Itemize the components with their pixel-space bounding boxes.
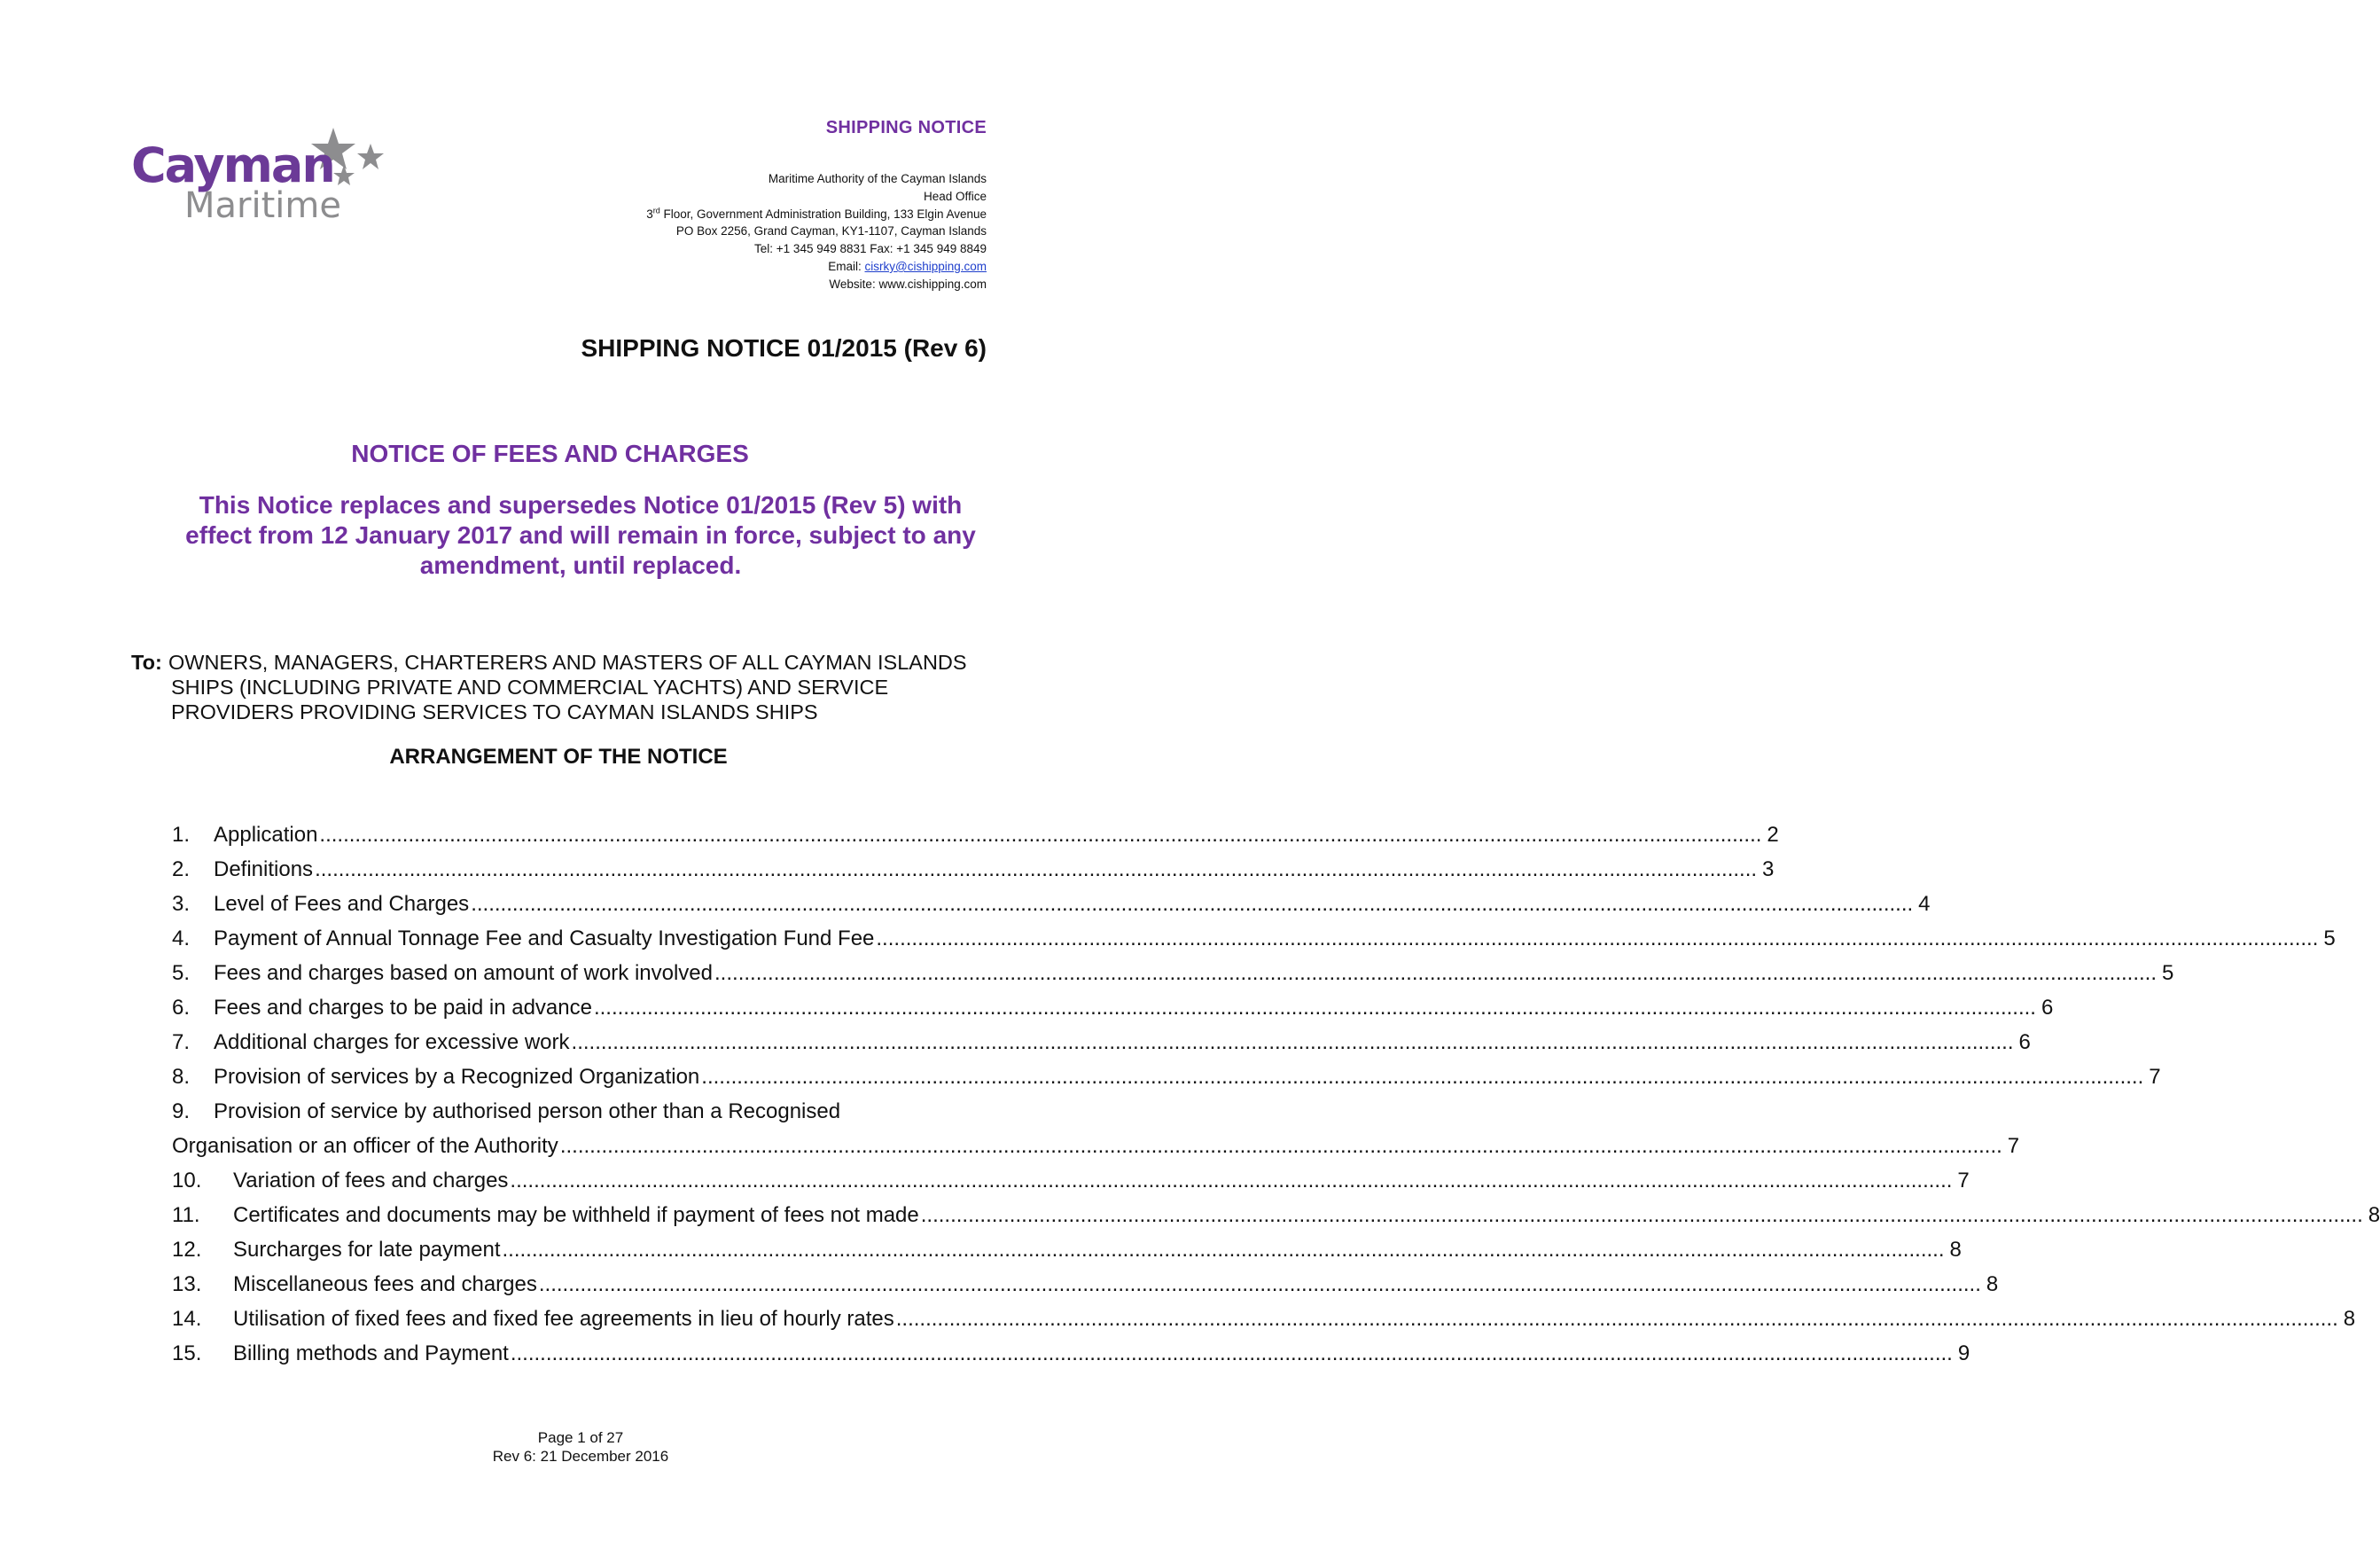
revision-date: Rev 6: 21 December 2016 <box>492 1448 669 1465</box>
toc-page: 4 <box>1918 892 1931 916</box>
toc-number: 15. <box>172 1341 202 1365</box>
toc-page: 3 <box>1762 857 1775 881</box>
office-name: Head Office <box>923 189 987 203</box>
toc-entry-line-2 <box>172 1134 2020 1169</box>
toc-page: 2 <box>1767 823 1779 847</box>
toc-number: 9. <box>172 1099 191 1123</box>
toc-leader-dots <box>471 892 1913 917</box>
toc-title: Miscellaneous fees and charges <box>233 1272 537 1296</box>
toc-title: Variation of fees and charges <box>233 1169 509 1192</box>
toc-entry[interactable] <box>172 927 2336 961</box>
toc-number: 3. <box>172 892 191 916</box>
logo-word-cayman: Cayman <box>131 137 334 193</box>
toc-entry[interactable] <box>172 1307 2356 1341</box>
toc-entry[interactable] <box>172 1272 1999 1307</box>
toc-page: 7 <box>2149 1065 2161 1089</box>
website-line: Website: www.cishipping.com <box>829 277 987 291</box>
supersede-statement: This Notice replaces and supersedes Notice 01/2015 (Rev 5) with effect from 12 January 2017 and will remain in force, subject to any amendment, until replaced. <box>185 491 976 579</box>
toc-entry[interactable] <box>172 961 2174 996</box>
toc-entry[interactable] <box>172 1203 2380 1238</box>
toc-entry[interactable] <box>172 892 1931 927</box>
toc-leader-dots <box>701 1065 2143 1090</box>
toc-page: 8 <box>1986 1272 1999 1296</box>
toc-title: Payment of Annual Tonnage Fee and Casualty Investigation Fund Fee <box>214 927 875 950</box>
toc-number: 10. <box>172 1169 202 1192</box>
address-line-1: 3rd Floor, Government Administration Building, 133 Elgin Avenue <box>646 206 987 221</box>
cayman-maritime-logo <box>131 124 397 231</box>
toc-number: 12. <box>172 1238 202 1262</box>
toc-number: 5. <box>172 961 191 985</box>
toc-entry[interactable] <box>172 1065 2161 1099</box>
toc-leader-dots <box>560 1134 2002 1159</box>
toc-entry-line-1 <box>172 1099 987 1134</box>
tel-fax: Tel: +1 345 949 8831 Fax: +1 345 949 8849 <box>754 242 987 256</box>
toc-leader-dots <box>503 1238 1945 1263</box>
toc-leader-dots <box>319 823 1761 848</box>
toc-number: 2. <box>172 857 191 881</box>
notice-number: SHIPPING NOTICE 01/2015 (Rev 6) <box>581 334 987 362</box>
toc-entry[interactable] <box>172 996 2054 1030</box>
page-footer <box>0 1428 1161 1466</box>
toc-title: Utilisation of fixed fees and fixed fee agreements in lieu of hourly rates <box>233 1307 894 1331</box>
toc-page: 6 <box>2018 1030 2031 1054</box>
toc-title: Surcharges for late payment <box>233 1238 501 1262</box>
page-number: Page 1 of 27 <box>537 1429 624 1446</box>
toc-leader-dots <box>896 1307 2338 1332</box>
toc-leader-dots <box>539 1272 1981 1297</box>
toc-number: 7. <box>172 1030 191 1054</box>
toc-leader-dots <box>876 927 2318 951</box>
toc-number: 4. <box>172 927 191 950</box>
arrangement-heading: ARRANGEMENT OF THE NOTICE <box>389 745 728 769</box>
toc-number: 1. <box>172 823 191 847</box>
toc-number: 8. <box>172 1065 191 1089</box>
toc-leader-dots <box>315 857 1757 882</box>
toc-leader-dots <box>572 1030 2014 1055</box>
toc-title: Additional charges for excessive work <box>214 1030 570 1054</box>
toc-title: Application <box>214 823 318 847</box>
toc-page: 8 <box>2368 1203 2380 1227</box>
logo-word-maritime: Maritime <box>184 185 341 226</box>
toc-entry[interactable] <box>172 857 1775 892</box>
toc-page: 8 <box>2343 1307 2356 1331</box>
toc-leader-dots <box>921 1203 2363 1228</box>
toc-title: Certificates and documents may be withheld if payment of fees not made <box>233 1203 919 1227</box>
toc-page: 6 <box>2041 996 2054 1020</box>
contact-address-block <box>646 170 987 293</box>
toc-number: 13. <box>172 1272 202 1296</box>
toc-number: 11. <box>172 1203 200 1227</box>
toc-title: Level of Fees and Charges <box>214 892 470 916</box>
toc-leader-dots <box>594 996 2036 1020</box>
toc-title: Billing methods and Payment <box>233 1341 509 1365</box>
toc-number: 6. <box>172 996 191 1020</box>
toc-title-line-2: Organisation or an officer of the Authority <box>172 1134 558 1158</box>
address-line-2: PO Box 2256, Grand Cayman, KY1-1107, Cayman Islands <box>675 224 987 238</box>
toc-entry[interactable] <box>172 1238 1962 1272</box>
toc-entry[interactable] <box>172 823 1779 857</box>
toc-entry[interactable] <box>172 1341 1970 1376</box>
toc-title: Provision of services by a Recognized Organization <box>214 1065 700 1089</box>
toc-leader-dots <box>511 1341 1953 1366</box>
toc-leader-dots <box>510 1169 1952 1193</box>
toc-title: Fees and charges to be paid in advance <box>214 996 592 1020</box>
toc-page: 8 <box>1949 1238 1962 1262</box>
toc-entry[interactable] <box>172 1030 2031 1065</box>
toc-title: Definitions <box>214 857 314 881</box>
toc-title: Fees and charges based on amount of work involved <box>214 961 714 985</box>
toc-page: 5 <box>2162 961 2174 985</box>
email-link[interactable]: cisrky@cishipping.com <box>864 259 987 273</box>
toc-leader-dots <box>714 961 2157 986</box>
toc-title-line-1: Provision of service by authorised person other than a Recognised <box>214 1099 841 1123</box>
org-name: Maritime Authority of the Cayman Islands <box>768 172 987 185</box>
toc-page: 7 <box>1957 1169 1970 1192</box>
toc-entry[interactable] <box>172 1099 2020 1169</box>
toc-number: 14. <box>172 1307 202 1331</box>
toc-page: 5 <box>2323 927 2336 950</box>
toc-page: 7 <box>2007 1134 2020 1158</box>
toc-entry[interactable] <box>172 1169 1970 1203</box>
toc-page: 9 <box>1957 1341 1970 1365</box>
addressee-block <box>131 650 1000 724</box>
to-label: To: <box>131 651 162 674</box>
document-title: NOTICE OF FEES AND CHARGES <box>351 440 749 467</box>
table-of-contents <box>172 823 2380 1376</box>
to-text: OWNERS, MANAGERS, CHARTERERS AND MASTERS OF ALL CAYMAN ISLANDS SHIPS (INCLUDING PRIVATE AND COMMERCIAL YACHTS) AND SERVICE PROVIDERS PROVIDING SERVICES TO CAYMAN ISLANDS SHIPS <box>168 651 967 723</box>
shipping-notice-label: SHIPPING NOTICE <box>825 118 987 137</box>
email-line: Email: cisrky@cishipping.com <box>828 259 987 273</box>
